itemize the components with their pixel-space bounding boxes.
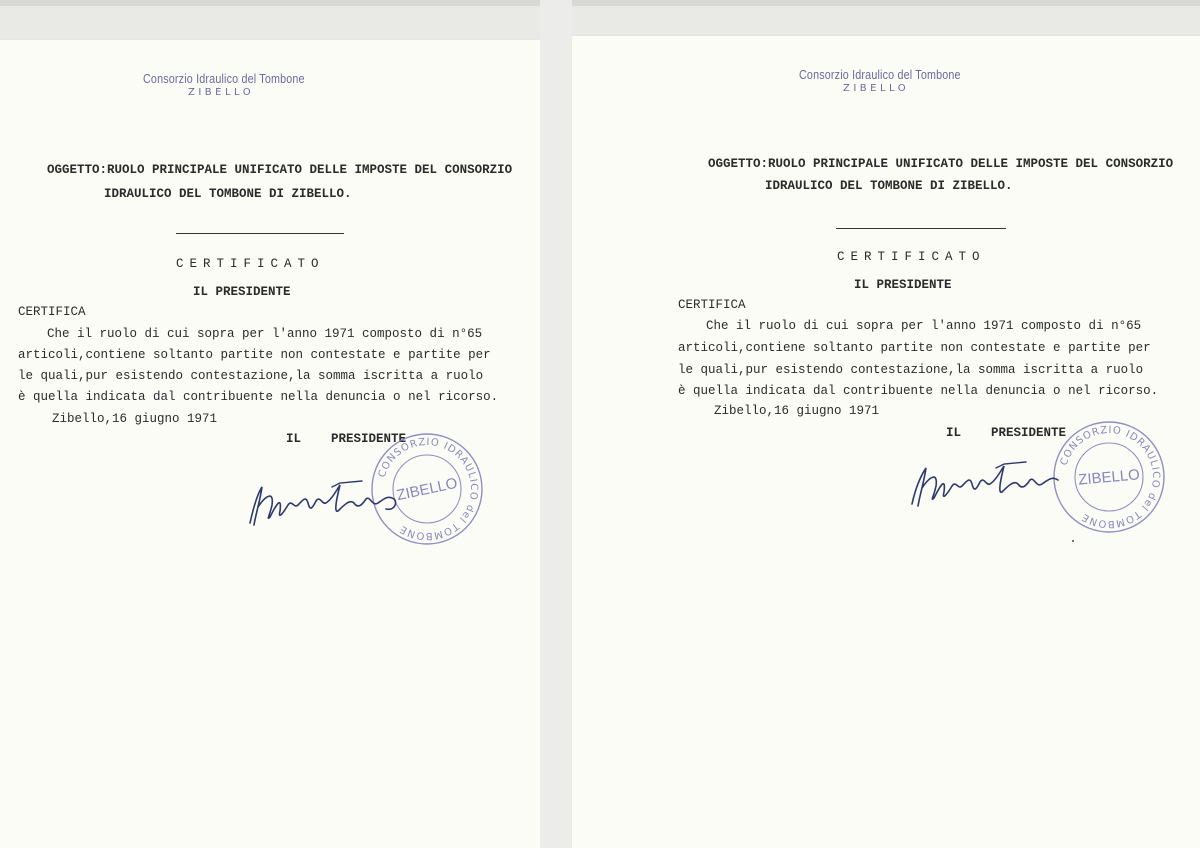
- document-title: CERTIFICATO: [837, 250, 986, 264]
- stamp-ring-text: CONSORZIO IDRAULICO del TOMBONE: [1058, 424, 1162, 530]
- handwritten-signature: [236, 465, 416, 535]
- body-line-1: Che il ruolo di cui sopra per l'anno 1971 composto di n°65: [47, 327, 483, 341]
- place-date: Zibello,16 giugno 1971: [714, 404, 880, 418]
- divider-rule: [176, 233, 344, 234]
- signer-heading: IL PRESIDENTE: [193, 285, 291, 299]
- page-gutter: [540, 0, 572, 848]
- certifica-label: CERTIFICA: [678, 298, 746, 312]
- body-line-2: articoli,contiene soltanto partite non contestate e partite per: [18, 348, 491, 362]
- signature-label: IL PRESIDENTE: [286, 432, 407, 446]
- subject-line-1: OGGETTO:RUOLO PRINCIPALE UNIFICATO DELLE IMPOSTE DEL CONSORZIO: [708, 157, 1174, 171]
- ink-speck: [1072, 540, 1074, 542]
- body-line-1: Che il ruolo di cui sopra per l'anno 1971 composto di n°65: [706, 319, 1142, 333]
- certifica-label: CERTIFICA: [18, 305, 86, 319]
- body-line-3: le quali,pur esistendo contestazione,la somma iscritta a ruolo: [18, 369, 484, 383]
- body-line-2: articoli,contiene soltanto partite non contestate e partite per: [678, 341, 1151, 355]
- letterhead-town: ZIBELLO: [188, 87, 255, 98]
- subject-line-2: IDRAULICO DEL TOMBONE DI ZIBELLO.: [765, 179, 1013, 193]
- document-page-right: [572, 36, 1200, 848]
- subject-line-2: IDRAULICO DEL TOMBONE DI ZIBELLO.: [104, 187, 352, 201]
- scan-border: [0, 0, 1200, 6]
- letterhead-town: ZIBELLO: [843, 83, 910, 94]
- signer-heading: IL PRESIDENTE: [854, 278, 952, 292]
- document-title: CERTIFICATO: [176, 257, 325, 271]
- body-line-4: è quella indicata dal contribuente nella denuncia o nel ricorso.: [678, 384, 1159, 398]
- divider-rule: [836, 228, 1006, 229]
- letterhead-name: Consorzio Idraulico del Tombone: [799, 68, 961, 82]
- subject-line-1: OGGETTO:RUOLO PRINCIPALE UNIFICATO DELLE IMPOSTE DEL CONSORZIO: [47, 163, 513, 177]
- document-page-left: [0, 40, 540, 848]
- stamp-center-text: ZIBELLO: [1077, 466, 1141, 489]
- stamp-center-text: ZIBELLO: [395, 474, 460, 505]
- body-line-3: le quali,pur esistendo contestazione,la somma iscritta a ruolo: [678, 363, 1144, 377]
- signature-label: IL PRESIDENTE: [946, 426, 1067, 440]
- letterhead-name: Consorzio Idraulico del Tombone: [143, 72, 305, 86]
- body-line-4: è quella indicata dal contribuente nella denuncia o nel ricorso.: [18, 390, 499, 404]
- handwritten-signature: [904, 448, 1084, 518]
- stamp-ring-text: CONSORZIO IDRAULICO del TOMBONE: [376, 436, 480, 542]
- place-date: Zibello,16 giugno 1971: [52, 412, 218, 426]
